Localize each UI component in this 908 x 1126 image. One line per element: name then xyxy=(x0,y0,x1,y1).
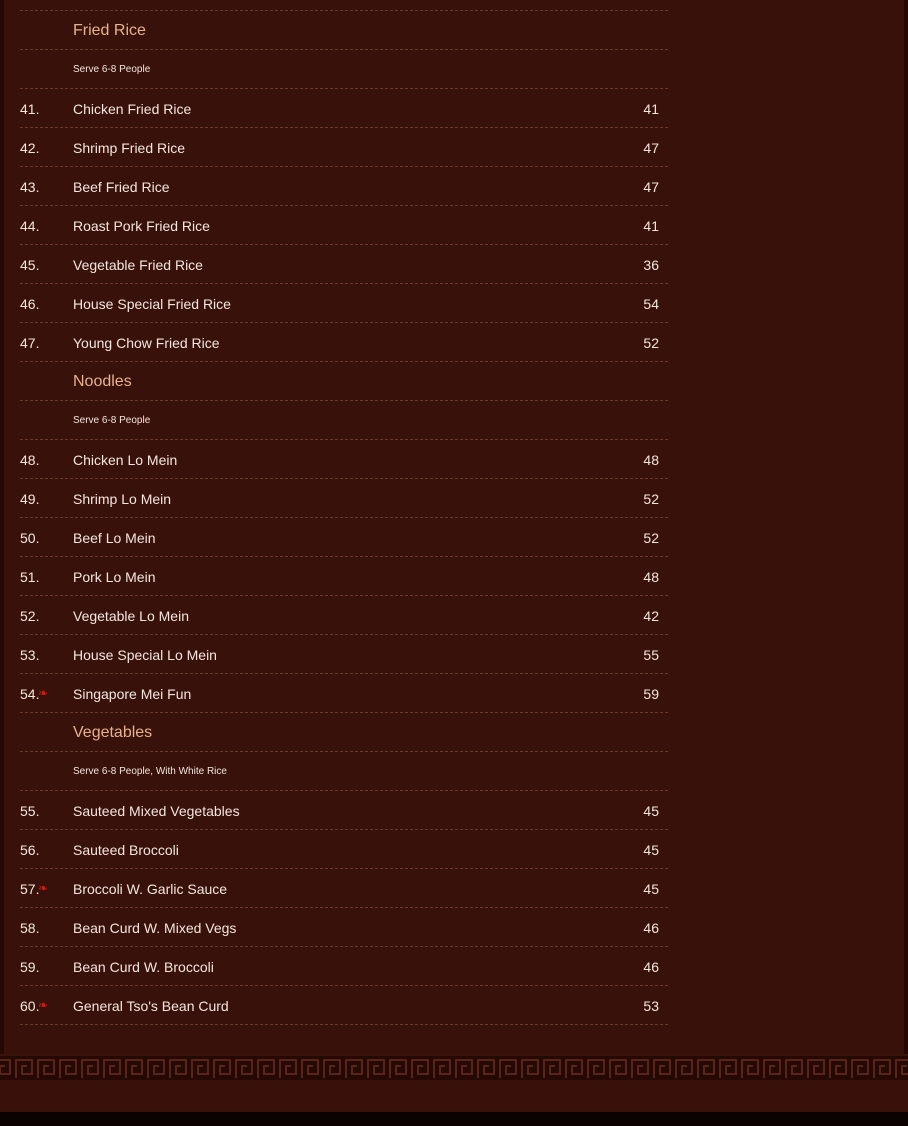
item-name: Young Chow Fried Rice xyxy=(73,335,220,351)
item-number: 56. xyxy=(20,842,40,858)
item-price: 46 xyxy=(643,920,659,936)
menu-item[interactable] xyxy=(20,674,668,713)
category-note-row xyxy=(20,401,668,440)
item-name: Bean Curd W. Mixed Vegs xyxy=(73,920,237,936)
item-number: 60. xyxy=(20,998,40,1014)
category-title: Vegetables xyxy=(73,724,153,741)
item-name: Vegetable Lo Mein xyxy=(73,608,189,624)
item-number: 46. xyxy=(20,296,40,312)
item-name: Pork Lo Mein xyxy=(73,569,156,585)
menu-item[interactable] xyxy=(20,596,668,635)
item-name: Sauteed Mixed Vegetables xyxy=(73,803,240,819)
item-price: 46 xyxy=(643,959,659,975)
menu-item[interactable] xyxy=(20,323,668,362)
item-number: 43. xyxy=(20,179,40,195)
menu-item[interactable] xyxy=(20,986,668,1025)
menu-item[interactable] xyxy=(20,557,668,596)
item-number: 42. xyxy=(20,140,40,156)
item-name: Bean Curd W. Broccoli xyxy=(73,959,214,975)
item-price: 55 xyxy=(643,647,659,663)
footer-bar xyxy=(0,1080,908,1112)
right-frame xyxy=(904,0,908,1054)
item-price: 48 xyxy=(643,569,659,585)
chili-pepper-icon: ❧ xyxy=(38,881,49,895)
item-price: 36 xyxy=(643,257,659,273)
menu-item[interactable] xyxy=(20,830,668,869)
item-name: House Special Fried Rice xyxy=(73,296,231,312)
item-number: 45. xyxy=(20,257,40,273)
category-title: Fried Rice xyxy=(73,22,146,39)
menu-item[interactable] xyxy=(20,869,668,908)
item-price: 59 xyxy=(643,686,659,702)
menu-top-divider xyxy=(20,0,668,11)
category-header xyxy=(20,713,668,752)
item-price: 45 xyxy=(643,881,659,897)
menu-item[interactable] xyxy=(20,167,668,206)
category-note-row xyxy=(20,50,668,89)
item-price: 52 xyxy=(643,491,659,507)
item-number: 49. xyxy=(20,491,40,507)
item-name: Chicken Lo Mein xyxy=(73,452,178,468)
item-name: General Tso's Bean Curd xyxy=(73,998,229,1014)
menu-item[interactable] xyxy=(20,206,668,245)
item-number: 58. xyxy=(20,920,40,936)
item-number: 51. xyxy=(20,569,40,585)
item-price: 47 xyxy=(643,140,659,156)
chili-pepper-icon: ❧ xyxy=(38,686,49,700)
item-number: 59. xyxy=(20,959,40,975)
category-note: Serve 6-8 People, With White Rice xyxy=(73,766,227,777)
menu-item[interactable] xyxy=(20,518,668,557)
menu-item[interactable] xyxy=(20,791,668,830)
menu-item[interactable] xyxy=(20,908,668,947)
item-name: House Special Lo Mein xyxy=(73,647,217,663)
item-name: Singapore Mei Fun xyxy=(73,686,192,702)
item-number: 55. xyxy=(20,803,40,819)
item-name: Sauteed Broccoli xyxy=(73,842,179,858)
item-number: 48. xyxy=(20,452,40,468)
item-price: 45 xyxy=(643,803,659,819)
item-number: 47. xyxy=(20,335,40,351)
item-price: 48 xyxy=(643,452,659,468)
item-name: Roast Pork Fried Rice xyxy=(73,218,210,234)
item-price: 52 xyxy=(643,335,659,351)
item-number: 53. xyxy=(20,647,40,663)
category-note: Serve 6-8 People xyxy=(73,415,151,426)
item-name: Beef Fried Rice xyxy=(73,179,170,195)
item-price: 52 xyxy=(643,530,659,546)
item-price: 47 xyxy=(643,179,659,195)
menu-item[interactable] xyxy=(20,284,668,323)
item-price: 45 xyxy=(643,842,659,858)
item-price: 42 xyxy=(643,608,659,624)
item-name: Shrimp Fried Rice xyxy=(73,140,186,156)
menu-item[interactable] xyxy=(20,635,668,674)
item-name: Vegetable Fried Rice xyxy=(73,257,203,273)
item-number: 54. xyxy=(20,686,40,702)
item-number: 50. xyxy=(20,530,40,546)
item-number: 52. xyxy=(20,608,40,624)
item-price: 41 xyxy=(643,101,659,117)
item-number: 44. xyxy=(20,218,40,234)
menu-item[interactable] xyxy=(20,128,668,167)
category-header xyxy=(20,362,668,401)
item-number: 57. xyxy=(20,881,40,897)
menu-item[interactable] xyxy=(20,245,668,284)
menu-list xyxy=(20,0,668,1025)
item-name: Beef Lo Mein xyxy=(73,530,156,546)
item-price: 54 xyxy=(643,296,659,312)
item-name: Shrimp Lo Mein xyxy=(73,491,172,507)
item-price: 41 xyxy=(643,218,659,234)
item-name: Broccoli W. Garlic Sauce xyxy=(73,881,228,897)
category-note: Serve 6-8 People xyxy=(73,64,151,75)
item-number: 41. xyxy=(20,101,40,117)
item-price: 53 xyxy=(643,998,659,1014)
category-title: Noodles xyxy=(73,373,132,390)
menu-item[interactable] xyxy=(20,440,668,479)
footer-strip xyxy=(0,1112,908,1126)
menu-item[interactable] xyxy=(20,479,668,518)
menu-item[interactable] xyxy=(20,947,668,986)
menu-item[interactable] xyxy=(20,89,668,128)
chili-pepper-icon: ❧ xyxy=(38,998,49,1012)
item-name: Chicken Fried Rice xyxy=(73,101,192,117)
category-header xyxy=(20,11,668,50)
category-note-row xyxy=(20,752,668,791)
